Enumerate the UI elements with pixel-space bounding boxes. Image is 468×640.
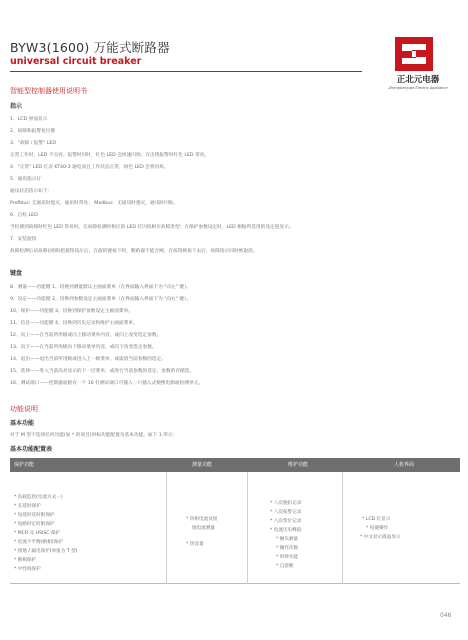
logo-english: Zhengbeiyuan Electric Appliance <box>388 86 448 90</box>
table-heading: 基本功能配置表 <box>10 446 53 453</box>
column-header: 维护功能 <box>288 462 309 468</box>
column-divider <box>247 472 248 584</box>
table-cell: * 八次变位记录 <box>270 519 302 524</box>
key-line: 15、选择——进入当前高亮显示的下一层菜单，或进行当前参数的选定，参数的存储选。 <box>10 369 195 374</box>
keys-heading: 键盘 <box>10 270 23 277</box>
table-cell: * 触头磨量 <box>276 537 299 542</box>
table-cell: * 长延时保护 <box>14 504 41 509</box>
functions-heading: 功能说明 <box>10 405 38 413</box>
display-line: 7、安装旋钮 <box>10 237 37 242</box>
table-cell: * 断相保护 <box>14 558 37 563</box>
key-line: 12、向上——在当前所用级或向上移动菜单内容，或向上改变选定参数。 <box>10 333 162 338</box>
table-cell: * 按键操作 <box>366 526 389 531</box>
key-line: 14、退出——退出当前所用级或进入上一级菜单，或取消当前参数的选定。 <box>10 357 166 362</box>
key-line: 16、测试端口——控制器面板有一个 16 针测试端口可插入一只插入式便携电源或检测单元。 <box>10 381 204 386</box>
table-cell: * 电流历史峰值 <box>270 528 302 533</box>
table-cell: * 中性线保护 <box>14 567 41 572</box>
table-cell: * 负载监控(电流方式一) <box>14 495 63 500</box>
display-line: 6、自检 LED <box>10 213 38 218</box>
table-cell: * 接地 / 漏电保护(单值为 T 型) <box>14 549 78 554</box>
page-number: 046 <box>440 612 452 619</box>
display-line: 故障检测后试故障(闭锁)把旋钮按压后，在旋转键按下时，断路器不能合闸，在按钮被按下去后，故障指示同时被取消。 <box>10 249 258 254</box>
key-line: 10、保护——功能键 3。切换到保护参数设定主画面菜单。 <box>10 309 133 314</box>
key-line: 9、设定——功能键 2。切换到参数设定主画面菜单（在界面输入界面下为 "向右" 键）。 <box>10 297 192 302</box>
table-cell: * 时钟功能 <box>276 555 299 560</box>
table-cell: * 八次报警记录 <box>270 510 302 515</box>
display-line: 5、通讯指示灯 <box>10 177 42 182</box>
table-cell: * 短路时定时限保护 <box>14 522 55 527</box>
column-divider <box>342 472 343 584</box>
table-cell: * MCR 及 HSISC 保护 <box>14 531 61 536</box>
table-header <box>10 458 460 472</box>
function-table <box>10 472 460 584</box>
display-line: 正常工作时，LED 不点亮。报警时闪时，红色 LED 会快速闪烁；在出现报警时红色 LED 常亮。 <box>10 153 210 158</box>
logo-name: 正北元电器 <box>396 75 440 85</box>
table-cell: * LCD 灯显示 <box>362 517 391 522</box>
display-line: 当检测到故障时红色 LED 常亮时。在故障检测时相应的 LED 灯闪烁相应故障类型：在保护参数设定时，LED 根据所选用的设定值显示。 <box>10 225 294 230</box>
display-line: 3、"故障 / 报警" LED <box>10 141 56 146</box>
column-divider <box>166 472 167 584</box>
basic-description: 对于 M 型不选择任何功能(加 * 的项目)时标功能配置为基本功能，如下 1 所示： <box>10 433 178 438</box>
table-cell: * 短延时反时限保护 <box>14 513 55 518</box>
page-subtitle: universal circuit breaker <box>10 56 142 67</box>
table-cell: * 操作次数 <box>276 546 299 551</box>
display-heading: 指示 <box>10 103 23 110</box>
table-cell: * 八次脱扣记录 <box>270 501 302 506</box>
page-title: BYW3(1600) 万能式断路器 <box>10 40 170 55</box>
column-header: 保护功能 <box>14 462 35 468</box>
manual-heading: 智能型控制器使用说明书 <box>10 87 87 95</box>
table-cell: * 自诊断 <box>276 564 294 569</box>
brand-logo <box>376 37 460 103</box>
column-header: 测量功能 <box>192 462 213 468</box>
logo-mark-icon <box>395 37 433 71</box>
display-line: 2、故障和报警复位键 <box>10 129 56 134</box>
header-divider <box>10 71 362 72</box>
display-line: Profibus: 无通讯时熄灭，通讯时常亮； Modbus：无通讯时熄灭，通讯时闪烁。 <box>10 201 179 206</box>
display-line: 4、"正常" LED 灯表 KT40-3 通电而且工作状态正常，绿色 LED 会将闪烁。 <box>10 165 169 170</box>
key-line: 11、信息——功能键 4。切换到历史记录和维护主画面菜单。 <box>10 321 138 326</box>
basic-heading: 基本功能 <box>10 420 35 427</box>
display-line: 1、LCD 界面显示 <box>10 117 48 122</box>
table-cell: 地电流测量 <box>192 526 215 531</box>
key-line: 13、向下——在当前所用级向下移动菜单内容，或向下改变选定参数。 <box>10 345 157 350</box>
table-cell: * 四相电流及接 <box>186 517 218 522</box>
display-line: 通讯状态指示如下： <box>10 189 53 194</box>
table-cell: * 中文显示液晶显示 <box>360 535 401 540</box>
table-cell: * 热容量 <box>186 542 204 547</box>
key-line: 8、测量——功能键 1。切换到测量默认主画面菜单（在界面输入界面下为 "向左" 键）。 <box>10 285 192 290</box>
column-header: 人机界面 <box>394 462 415 468</box>
table-cell: * 电流不平衡(断相)保护 <box>14 540 63 545</box>
